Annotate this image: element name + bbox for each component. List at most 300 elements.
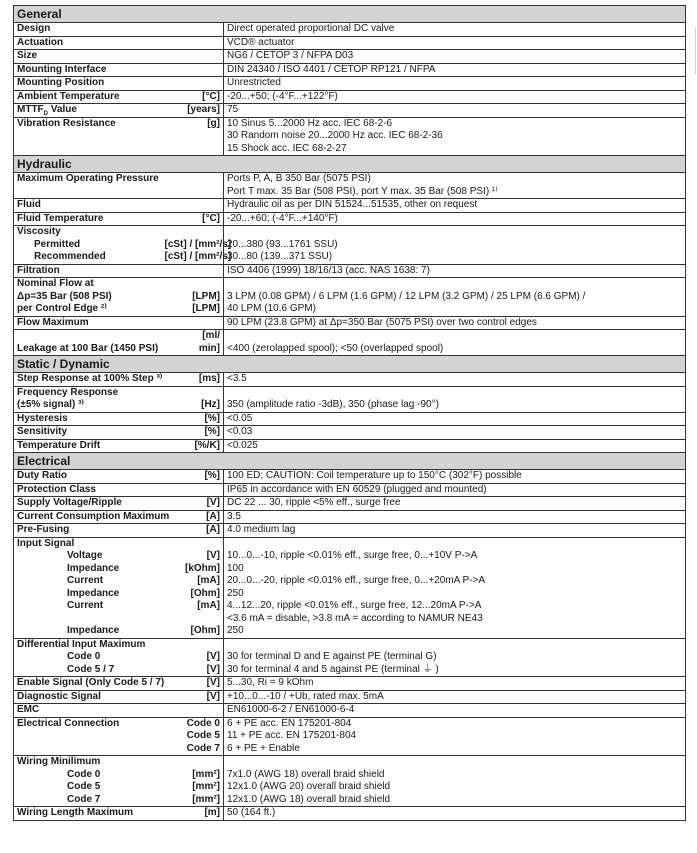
spec-unit	[162, 316, 224, 330]
spec-unit-line	[165, 387, 221, 400]
spec-unit-line: [°C]	[202, 90, 220, 102]
spec-label-line	[17, 186, 159, 199]
spec-label-line: Permitted	[34, 238, 81, 250]
spec-label-line: Δp=35 Bar (508 PSI)	[17, 290, 112, 302]
spec-value	[224, 510, 686, 524]
spec-row-filtration	[14, 264, 686, 278]
spec-value	[224, 316, 686, 330]
spec-label-line: Viscosity	[17, 226, 61, 237]
spec-value-line: IP65 in accordance with EN 60529 (plugged and mounted)	[227, 483, 487, 495]
spec-label-line: Impedance	[67, 562, 120, 574]
spec-row-size	[14, 50, 686, 64]
spec-label-line: Vibration Resistance	[17, 117, 116, 129]
spec-label-line: Supply Voltage/Ripple	[17, 497, 122, 508]
spec-unit	[162, 226, 232, 265]
spec-label	[14, 412, 162, 426]
spec-value-line: EN61000-6-2 / EN61000-6-4	[227, 704, 355, 715]
spec-unit	[162, 638, 224, 677]
spec-value-line: DIN 24340 / ISO 4401 / CETOP RP121 / NFPA	[227, 63, 436, 75]
spec-unit-line: [%]	[204, 470, 220, 481]
spec-row-mttf-d-value	[14, 104, 686, 118]
spec-unit	[162, 524, 224, 538]
spec-value-line: Direct operated proportional DC valve	[227, 23, 395, 34]
spec-value-line	[227, 278, 682, 291]
spec-unit-line: [%]	[204, 426, 220, 437]
spec-label-line: EMC	[17, 704, 40, 715]
spec-unit-line: [LPM]	[192, 303, 220, 314]
spec-label	[14, 23, 162, 37]
spec-label-line: Design	[17, 23, 51, 34]
spec-value	[224, 23, 686, 37]
spec-value-line: 5...30, Ri = 9 kOhm	[227, 677, 314, 688]
spec-value	[224, 638, 686, 677]
spec-row-supply-voltage-ripple	[14, 497, 686, 511]
spec-value-line: 4.0 medium lag	[227, 524, 296, 535]
spec-row-nominal-flow-at	[14, 278, 686, 317]
spec-unit-line: [A]	[206, 524, 220, 535]
spec-value-line	[227, 226, 682, 239]
spec-unit-line	[165, 278, 221, 291]
spec-unit-line: [mm²]	[192, 768, 220, 780]
spec-unit-line: [years]	[187, 104, 220, 115]
spec-label-line: Code 7	[67, 793, 101, 805]
spec-label-line: Mounting Position	[17, 77, 105, 88]
spec-value-line: Unrestricted	[227, 77, 281, 88]
spec-value	[224, 264, 686, 278]
spec-value-line: <0.025	[227, 439, 258, 451]
spec-label	[14, 77, 162, 91]
spec-label-line: Impedance	[67, 587, 120, 599]
spec-unit-line	[165, 613, 221, 626]
spec-value-line: 3.5	[227, 510, 241, 522]
spec-label-line: Enable Signal (Only Code 5 / 7)	[17, 677, 165, 688]
spec-label	[14, 439, 162, 453]
spec-unit	[162, 426, 224, 440]
spec-unit	[162, 330, 224, 356]
spec-label-line: Leakage at 100 Bar (1450 PSI)	[17, 342, 159, 354]
spec-value	[224, 690, 686, 704]
spec-unit-line: [mm²]	[192, 793, 220, 805]
spec-value	[224, 212, 686, 226]
spec-value	[224, 173, 686, 199]
spec-row-frequency-response	[14, 386, 686, 412]
spec-unit	[162, 104, 224, 118]
spec-value-line: 12x1.0 (AWG 20) overall braid shield	[227, 781, 391, 792]
spec-label	[14, 373, 162, 387]
spec-unit-line: [V]	[206, 497, 220, 508]
spec-label	[14, 199, 162, 213]
spec-label-line: Step Response at 100% Step ³⁾	[17, 373, 163, 384]
spec-unit	[162, 63, 224, 77]
spec-value-line	[227, 387, 682, 400]
spec-unit-line: [mm²]	[192, 781, 220, 792]
spec-value-line: 40 LPM (10.6 GPM)	[227, 303, 316, 314]
spec-unit-line: [cSt] / [mm²/s]	[164, 251, 232, 262]
section-header-static-dynamic	[14, 356, 686, 373]
spec-row-temperature-drift	[14, 439, 686, 453]
spec-unit	[162, 470, 224, 484]
spec-value-line: <400 (zerolapped spool); <50 (overlapped spool)	[227, 342, 444, 354]
spec-label-line: Fluid Temperature	[17, 212, 104, 224]
spec-label	[14, 704, 162, 718]
spec-label-line	[17, 330, 159, 343]
spec-unit	[162, 36, 224, 50]
spec-value-line: -20...+50; (-4°F...+122°F)	[227, 90, 338, 102]
spec-value-line: 30...80 (139...371 SSU)	[227, 251, 333, 262]
spec-row-viscosity	[14, 226, 686, 265]
spec-unit-line: [mA]	[197, 575, 220, 586]
spec-value-line: 11 + PE acc. EN 175201-804	[227, 730, 357, 741]
spec-label	[14, 63, 162, 77]
spec-label-line: Code 5	[67, 781, 101, 792]
spec-label-line	[17, 743, 159, 756]
spec-label	[14, 386, 162, 412]
spec-row-wiring-minilimum	[14, 756, 686, 807]
spec-value-line: 12x1.0 (AWG 18) overall braid shield	[227, 793, 391, 805]
spec-value-line: 250	[227, 625, 244, 636]
spec-unit-line	[165, 199, 221, 212]
spec-unit	[162, 50, 224, 64]
spec-value	[224, 756, 686, 807]
spec-unit-line: [%/K]	[194, 439, 220, 451]
spec-label	[14, 316, 162, 330]
spec-value-line: 30 for terminal D and E against PE (terminal G)	[227, 651, 437, 662]
spec-label-line: per Control Edge ²⁾	[17, 303, 107, 314]
spec-value	[224, 470, 686, 484]
spec-value-line: 20...0...-20, ripple <0.01% eff., surge free, 0...+20mA P->A	[227, 575, 486, 586]
spec-unit	[162, 690, 224, 704]
spec-row-diagnostic-signal	[14, 690, 686, 704]
spec-unit-line	[165, 756, 221, 769]
spec-unit	[162, 439, 224, 453]
spec-unit	[162, 807, 224, 821]
spec-unit-line	[165, 186, 221, 199]
spec-unit-line: [%]	[204, 412, 220, 424]
spec-unit	[162, 278, 224, 317]
spec-unit-line: Code 7	[186, 742, 220, 754]
spec-label-line: Mounting Interface	[17, 63, 107, 75]
spec-value	[224, 497, 686, 511]
spec-unit-line	[165, 130, 221, 143]
spec-label-line	[17, 613, 159, 626]
spec-value-line: 100	[227, 562, 244, 574]
spec-label-line	[17, 130, 159, 143]
spec-value-line: 250	[227, 587, 244, 599]
section-title: Static / Dynamic	[14, 356, 686, 373]
spec-unit-line: [g]	[207, 117, 220, 129]
spec-value-line: <3.5	[227, 373, 247, 384]
spec-row-current-consumption-maximum	[14, 510, 686, 524]
spec-value-line: <0.03	[227, 426, 253, 437]
spec-row-wiring-length-maximum	[14, 807, 686, 821]
page-edge-mark	[695, 28, 696, 74]
spec-label	[14, 330, 162, 356]
spec-value-line: 10...0...-10, ripple <0.01% eff., surge free, 0...+10V P->A	[227, 550, 478, 561]
section-title: General	[14, 6, 686, 23]
spec-label	[14, 264, 162, 278]
spec-unit	[162, 264, 224, 278]
spec-value	[224, 104, 686, 118]
spec-value	[224, 386, 686, 412]
spec-row-mounting-position	[14, 77, 686, 91]
spec-unit	[162, 373, 224, 387]
spec-row-differential-input-maximum	[14, 638, 686, 677]
spec-value-line: Hydraulic oil as per DIN 51524...51535, other on request	[227, 199, 478, 210]
section-header-hydraulic	[14, 156, 686, 173]
spec-value	[224, 90, 686, 104]
spec-label	[14, 212, 162, 226]
spec-label-line: Code 0	[67, 651, 101, 662]
spec-value	[224, 483, 686, 497]
spec-value	[224, 330, 686, 356]
spec-label	[14, 717, 162, 756]
spec-label-line: Protection Class	[17, 483, 96, 495]
spec-unit	[162, 677, 224, 691]
spec-unit	[162, 77, 224, 91]
spec-value-line: 90 LPM (23.8 GPM) at Δp=350 Bar (5075 PSI) over two control edges	[227, 316, 537, 328]
section-title: Hydraulic	[14, 156, 686, 173]
spec-value-line: 4...12...20, ripple <0.01% eff., surge free, 12...20mA P->A	[227, 600, 482, 611]
section-header-electrical	[14, 453, 686, 470]
spec-row-fluid-temperature	[14, 212, 686, 226]
spec-value-line: <0.05	[227, 412, 253, 424]
spec-unit-line	[165, 23, 221, 36]
spec-value	[224, 63, 686, 77]
spec-value	[224, 226, 686, 265]
spec-value-line: 6 + PE acc. EN 175201-804	[227, 717, 352, 729]
spec-unit	[162, 756, 224, 807]
spec-unit-line: [Ohm]	[190, 625, 220, 636]
spec-unit	[162, 483, 224, 497]
spec-unit-line: [V]	[206, 550, 220, 561]
spec-row-leakage-at-100-bar-1450-psi	[14, 330, 686, 356]
spec-value	[224, 807, 686, 821]
spec-unit-line: [V]	[206, 677, 220, 688]
technical-data-table	[13, 5, 686, 821]
spec-label	[14, 50, 162, 64]
spec-unit-line: [ms]	[198, 373, 220, 384]
spec-value-line: 30 for terminal 4 and 5 against PE (terminal ⏚ )	[227, 663, 439, 675]
spec-value	[224, 704, 686, 718]
spec-label-line: Maximum Operating Pressure	[17, 173, 159, 184]
spec-label	[14, 524, 162, 538]
spec-label-line: Impedance	[67, 625, 120, 636]
section-title: Electrical	[14, 453, 686, 470]
spec-value-line: <3.6 mA = disable, >3.8 mA = according to NAMUR NE43	[227, 612, 483, 624]
spec-value-line: 20...380 (93...1761 SSU)	[227, 238, 338, 250]
spec-value	[224, 278, 686, 317]
spec-unit-line: Code 5	[186, 730, 220, 741]
spec-label-line	[17, 730, 159, 743]
spec-label-line: Frequency Response	[17, 386, 119, 398]
spec-value-line	[227, 330, 682, 343]
spec-label-line: Diagnostic Signal	[17, 690, 101, 702]
spec-unit	[162, 23, 224, 37]
spec-label-line: Hysteresis	[17, 412, 68, 424]
spec-value-line: ISO 4406 (1999) 18/16/13 (acc. NAS 1638: 7)	[227, 264, 430, 276]
spec-row-fluid	[14, 199, 686, 213]
spec-unit-line	[165, 77, 221, 90]
spec-value-line: 6 + PE + Enable	[227, 742, 300, 754]
spec-unit-line: [A]	[206, 510, 220, 522]
spec-row-flow-maximum	[14, 316, 686, 330]
spec-unit-line: [V]	[206, 651, 220, 662]
spec-unit-line	[165, 173, 221, 186]
spec-unit-line: [Hz]	[201, 399, 220, 410]
spec-value-line	[227, 756, 682, 769]
spec-label	[14, 756, 162, 807]
spec-value	[224, 117, 686, 156]
spec-label-line: Wiring Minilimum	[17, 756, 101, 767]
spec-unit	[162, 497, 224, 511]
spec-unit	[162, 199, 224, 213]
spec-label	[14, 497, 162, 511]
spec-label-line: Pre-Fusing	[17, 524, 70, 535]
spec-label	[14, 90, 162, 104]
spec-unit	[162, 90, 224, 104]
spec-label-line: Differential Input Maximum	[17, 638, 146, 650]
spec-row-mounting-interface	[14, 63, 686, 77]
spec-unit-line: [mA]	[197, 600, 220, 611]
section-header-general	[14, 6, 686, 23]
spec-label-line: Size	[17, 50, 38, 61]
spec-unit	[162, 173, 224, 199]
spec-row-electrical-connection	[14, 717, 686, 756]
spec-row-sensitivity	[14, 426, 686, 440]
spec-unit-line	[165, 704, 221, 717]
spec-unit-line: [m]	[204, 807, 220, 818]
spec-label-line: Temperature Drift	[17, 439, 101, 451]
spec-value-line: Port T max. 35 Bar (508 PSI), port Y max. 35 Bar (508 PSI) ¹⁾	[227, 185, 498, 197]
spec-value-line: NG6 / CETOP 3 / NFPA D03	[227, 50, 354, 61]
spec-unit	[162, 117, 224, 156]
spec-unit	[162, 717, 224, 756]
spec-unit-line	[165, 64, 221, 77]
spec-unit-line	[165, 317, 221, 330]
spec-label	[14, 104, 162, 118]
spec-row-hysteresis	[14, 412, 686, 426]
spec-row-emc	[14, 704, 686, 718]
spec-value-line: 15 Shock acc. IEC 68-2-27	[227, 142, 347, 154]
spec-value-line: 350 (amplitude ratio -3dB), 350 (phase lag -90°)	[227, 399, 439, 410]
spec-value	[224, 439, 686, 453]
spec-value	[224, 199, 686, 213]
spec-label-line: Voltage	[67, 550, 103, 561]
spec-label	[14, 173, 162, 199]
spec-row-pre-fusing	[14, 524, 686, 538]
spec-row-actuation	[14, 36, 686, 50]
spec-row-duty-ratio	[14, 470, 686, 484]
spec-label-line: Code 0	[67, 768, 101, 780]
spec-row-vibration-resistance	[14, 117, 686, 156]
spec-label-line: (±5% signal) ³⁾	[17, 399, 84, 410]
spec-value-line: 10 Sinus 5...2000 Hz acc. IEC 68-2-6	[227, 117, 393, 129]
spec-label	[14, 36, 162, 50]
spec-unit	[162, 704, 224, 718]
spec-value-line	[227, 538, 682, 551]
spec-label	[14, 677, 165, 691]
spec-label	[14, 278, 162, 317]
spec-unit-line: min]	[198, 342, 220, 354]
spec-value	[224, 717, 686, 756]
spec-unit-line: [°C]	[202, 212, 220, 224]
spec-value-line: DC 22 ... 30, ripple <5% eff., surge free	[227, 497, 401, 508]
spec-value	[224, 412, 686, 426]
spec-label-line: Ambient Temperature	[17, 90, 120, 102]
spec-unit	[162, 412, 224, 426]
spec-label-line: Code 5 / 7	[67, 663, 115, 675]
spec-row-step-response-at-100-step	[14, 373, 686, 387]
spec-unit	[162, 386, 224, 412]
spec-label-line: Sensitivity	[17, 426, 68, 437]
spec-unit-line: [V]	[206, 663, 220, 675]
spec-label-line: Current	[67, 600, 104, 611]
spec-unit-line	[165, 37, 221, 50]
spec-unit	[162, 510, 224, 524]
spec-value	[224, 77, 686, 91]
spec-unit-line	[165, 50, 221, 63]
spec-label-line: $MTTF_D$ Value	[17, 104, 77, 117]
spec-label-line: Fluid	[17, 199, 41, 210]
spec-row-ambient-temperature	[14, 90, 686, 104]
spec-label	[14, 807, 162, 821]
spec-label-line: Electrical Connection	[17, 717, 120, 729]
spec-label	[14, 638, 162, 677]
spec-label	[14, 690, 162, 704]
spec-value-line: -20...+60; (-4°F...+140°F)	[227, 212, 338, 224]
spec-unit-line	[165, 538, 221, 551]
spec-unit	[162, 537, 224, 638]
spec-value	[224, 373, 686, 387]
spec-label-line: Current Consumption Maximum	[17, 510, 170, 522]
spec-unit-line	[165, 639, 221, 652]
spec-value	[224, 426, 686, 440]
spec-row-maximum-operating-pressure	[14, 173, 686, 199]
spec-unit-line: [V]	[206, 690, 220, 702]
spec-label	[14, 226, 162, 265]
spec-unit-line: Code 0	[186, 717, 220, 729]
spec-row-design	[14, 23, 686, 37]
spec-label-line: Flow Maximum	[17, 316, 89, 328]
spec-unit-line: [cSt] / [mm²/s]	[164, 238, 232, 250]
spec-value-line: 7x1.0 (AWG 18) overall braid shield	[227, 768, 385, 780]
spec-value	[224, 537, 686, 638]
spec-value-line: VCD® actuator	[227, 36, 295, 48]
spec-unit-line: [Ohm]	[190, 587, 220, 599]
spec-unit-line	[165, 265, 221, 278]
spec-label-line: Current	[67, 575, 104, 586]
spec-label-line: Recommended	[34, 251, 106, 262]
spec-row-enable-signal-only-code-5-7	[14, 677, 686, 691]
spec-value	[224, 524, 686, 538]
spec-label	[14, 426, 162, 440]
spec-unit	[162, 212, 224, 226]
spec-value-line	[227, 639, 682, 652]
spec-label	[14, 483, 162, 497]
spec-value-line: 100 ED; CAUTION: Coil temperature up to 150°C (302°F) possible	[227, 470, 522, 481]
spec-label-line	[17, 143, 159, 156]
spec-unit-line: [ml/	[202, 330, 220, 341]
spec-value-line: Ports P, A, B 350 Bar (5075 PSI)	[227, 173, 371, 184]
spec-value	[224, 677, 686, 691]
spec-value-line: 3 LPM (0.08 GPM) / 6 LPM (1.6 GPM) / 12 LPM (3.2 GPM) / 25 LPM (6.6 GPM) /	[227, 290, 586, 302]
spec-label-line: Filtration	[17, 264, 60, 276]
spec-value-line: +10...0...-10 / +Ub, rated max. 5mA	[227, 690, 384, 702]
spec-value	[224, 36, 686, 50]
spec-value	[224, 50, 686, 64]
spec-unit-line: [LPM]	[192, 290, 220, 302]
spec-label	[14, 537, 162, 638]
